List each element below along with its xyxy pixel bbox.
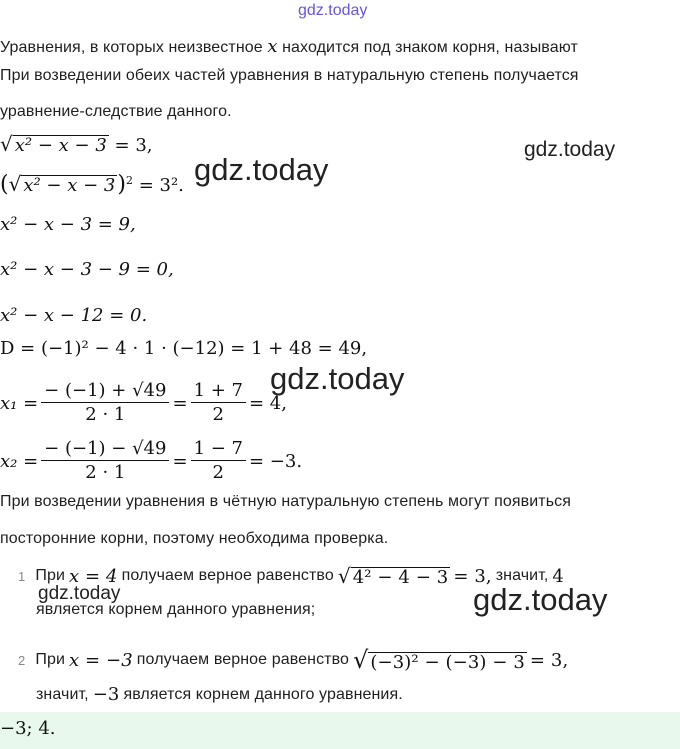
check-2-expr-rhs: = 3,: [529, 649, 569, 671]
check-2-number: 2: [18, 652, 26, 668]
check-2-line-2: [36, 684, 403, 705]
root-x2: x₂ = $\frac{- (-1) - √49}{2 \cdot 1}$ = $\frac{1 - 7}{2}$ = −3.: [0, 438, 303, 483]
equation-1: √ x² − x − 3 = 3,: [0, 132, 153, 156]
eq2-rhs: = 3².: [138, 175, 184, 196]
check-1-mid: получаем верное равенство: [121, 567, 334, 584]
watermark-5: gdz.today: [473, 582, 608, 617]
x1-result: = 4,: [249, 393, 287, 414]
x1-fraction-2: [191, 380, 246, 427]
x2-fraction-1: [41, 438, 169, 485]
answer-text: −3; 4.: [0, 718, 56, 739]
check-1-expr-rhs: = 3,: [453, 565, 492, 587]
intro-line-2: При возведении обеих частей уравнения в натуральную степень получается: [0, 67, 579, 84]
check-1-cond: x = 4: [68, 565, 118, 587]
watermark-top: gdz.today: [298, 2, 368, 19]
discriminant: D = (−1)² − 4 · 1 · (−12) = 1 + 48 = 49,: [0, 338, 368, 359]
eq2-radicand: x² − x − 3: [23, 175, 116, 196]
intro-line-1-pre: Уравнения, в которых неизвестное: [0, 39, 263, 56]
check-1-pre: При: [35, 567, 65, 584]
watermark-4: gdz.today: [38, 583, 121, 604]
check-1-root: 4: [552, 565, 564, 587]
check-2-cond: x = −3: [68, 649, 133, 671]
answer-bar: [0, 712, 680, 749]
intro-line-1-post: находится под знаком корня, называют: [282, 39, 578, 56]
equation-5: x² − x − 12 = 0.: [0, 305, 148, 326]
watermark-1: gdz.today: [524, 138, 616, 161]
check-item-1: 1 При x = 4 получаем верное равенство √ 4² − 4 − 3 = 3, значит, 4: [18, 564, 564, 588]
x2-den: 2 · 1: [85, 462, 126, 483]
x2-num2: 1 − 7: [191, 438, 246, 461]
equation-3: x² − x − 3 = 9,: [0, 214, 136, 235]
check-2-root: −3: [92, 684, 120, 705]
root-x1: x₁ = $\frac{- (-1) + √49}{2 \cdot 1}$ = $\frac{1 + 7}{2}$ = 4,: [0, 380, 287, 425]
para2-line-1: При возведении уравнения в чётную натуральную степень могут появиться: [0, 493, 572, 510]
x2-label: x₂ =: [0, 451, 39, 472]
x2-result: = −3.: [249, 451, 303, 472]
check-1-post: значит,: [495, 567, 549, 584]
check-2-expr: (−3)² − (−3) − 3: [370, 652, 525, 673]
eq1-radicand: x² − x − 3: [14, 135, 107, 156]
x1-num: − (−1) + √49: [41, 380, 169, 403]
x1-num2: 1 + 7: [191, 380, 246, 403]
x1-label: x₁ =: [0, 393, 39, 414]
x2-fraction-2: [191, 438, 246, 485]
check-2-line2-post: является корнем данного уравнения.: [123, 685, 403, 703]
eq1-rhs: = 3,: [114, 135, 153, 156]
check-1-expr: 4² − 4 − 3: [352, 567, 449, 588]
check-2-pre: При: [35, 651, 65, 668]
x1-den2: 2: [212, 404, 224, 425]
x1-fraction-1: [41, 380, 169, 427]
check-2-line2-pre: значит,: [36, 685, 89, 703]
check-2-mid: получаем верное равенство: [136, 651, 350, 668]
equation-2: (√ x² − x − 3)$^2$ = 3².: [0, 172, 184, 197]
watermark-2: gdz.today: [194, 152, 329, 187]
x1-den: 2 · 1: [85, 404, 126, 425]
check-1-line-2: является корнем данного уравнения;: [36, 601, 316, 618]
check-item-2: 2 При x = −3 получаем верное равенство √ (−3)² − (−3) − 3 = 3,: [18, 646, 569, 674]
x2-den2: 2: [212, 462, 224, 483]
watermark-3: gdz.today: [270, 361, 405, 396]
equation-4: x² − x − 3 − 9 = 0,: [0, 259, 174, 280]
check-1-number: 1: [18, 568, 26, 584]
para2-line-2: посторонние корни, поэтому необходима проверка.: [0, 530, 389, 547]
x2-num: − (−1) − √49: [41, 438, 169, 461]
intro-line-1: [0, 36, 578, 57]
intro-variable: x: [267, 36, 278, 57]
intro-line-3: уравнение-следствие данного.: [0, 103, 232, 120]
